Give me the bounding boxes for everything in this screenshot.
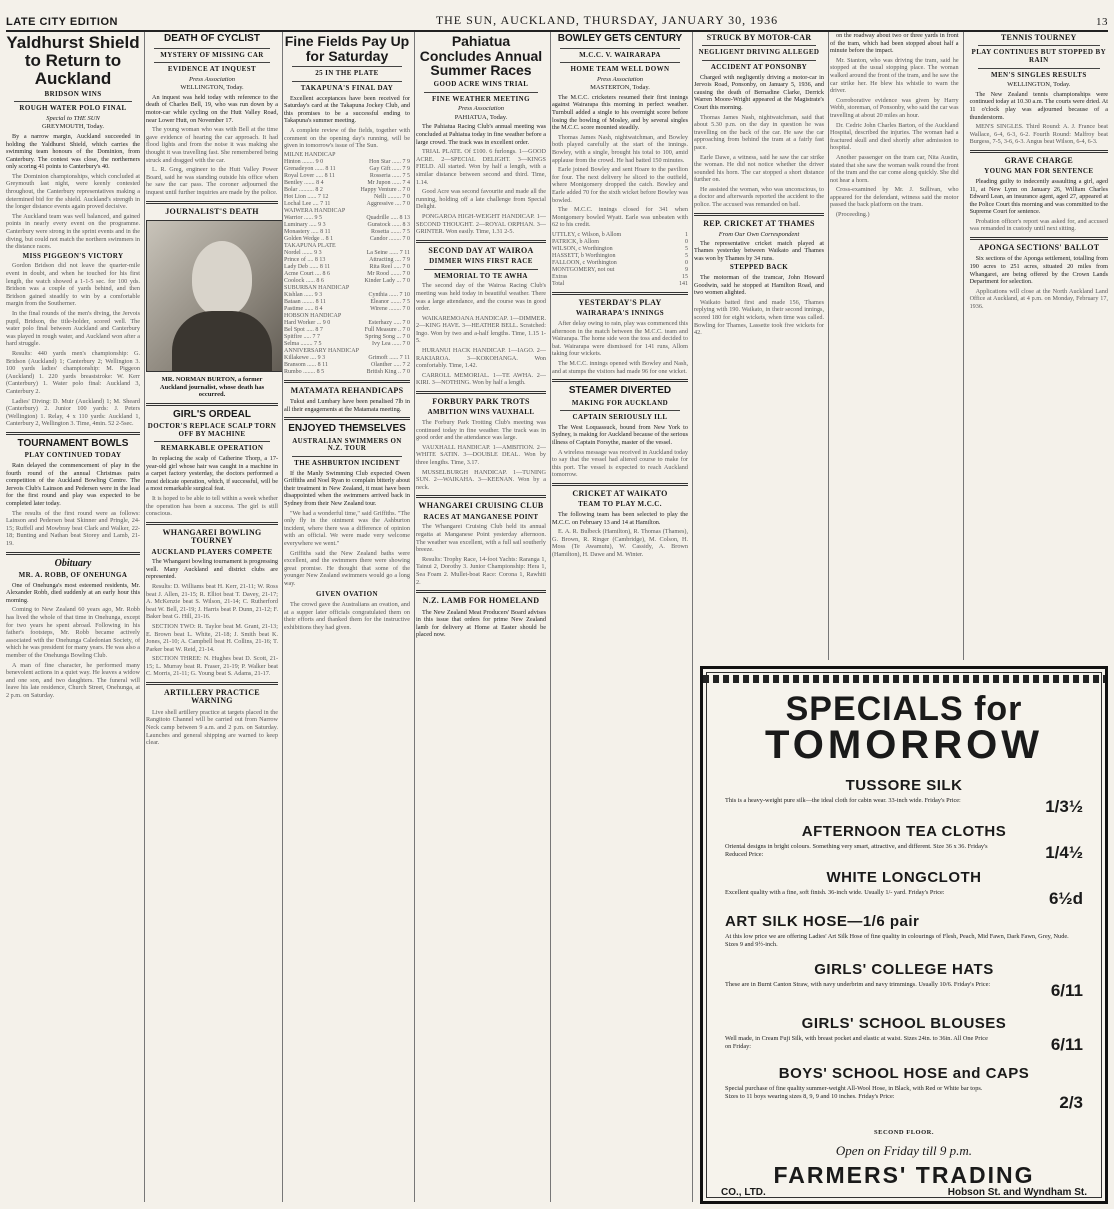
headline-cricket-waikato: CRICKET AT WAIKATO — [572, 488, 668, 498]
article-text: Rain delayed the commencement of play in the fourth round of the annual Christmas pairs competition of the Auckland Bowling Centre. The Jervois Club's Lainson and Pedersen were in the lead for the first round and play was expected to be completed later today. — [6, 461, 140, 507]
deck-polo: ROUGH WATER POLO FINAL — [19, 104, 127, 113]
headline-fine-fields: Fine Fields Pay Up for Saturday — [284, 33, 410, 64]
ad-brand: FARMERS' TRADING — [773, 1162, 1035, 1188]
ad-item-price: 6/11 — [1050, 1035, 1083, 1054]
byline: From Our Own Correspondent — [718, 231, 800, 239]
deck-operation: REMARKABLE OPERATION — [160, 444, 264, 453]
headline-journalist: JOURNALIST'S DEATH — [165, 206, 259, 216]
article-text: The following team has been selected to play the M.C.C. on February 13 and 14 at Hamilton. — [552, 510, 688, 526]
article-text: The Whangarei bowling tournament is progressing well. Many Auckland and district clubs are represented. — [146, 558, 278, 581]
deck-making-for-auckland: MAKING FOR AUCKLAND — [571, 398, 669, 407]
ad-item-name: GIRLS' SCHOOL BLOUSES — [801, 1015, 1007, 1032]
dateline: WELLINGTON, Today. — [1007, 81, 1071, 89]
headline-death-of-cyclist: DEATH OF CYCLIST — [164, 33, 260, 44]
dateline: PAHIATUA, Today. — [454, 113, 508, 121]
ad-item-desc: Excellent quality with a fine, soft finish. 36-inch wide. Usually 1/- yard. Friday's Price: — [725, 889, 945, 896]
article-text: One of Onehunga's most esteemed residents, Mr. Alexander Robb, died suddenly at an early hour this morning. — [6, 581, 140, 604]
column-6: STRUCK BY MOTOR-CAR NEGLIGENT DRIVING ALLEGED ACCIDENT AT PONSONBY Charged with negligently driving a motor-car in Jervois Road, Ponsonby, on January 5, 1936, and causing the death of Bernadine Clarke, Derrick Warren Moore-Wright appeared at the Magistrate's Court this morning. Thomas James Nash, nightwatchman, said that about 5.30 p.m. on the day in question he was travelling on the back of the car. He saw the car approaching from behind the tram at a fairly fast pace. Earle Dawe, a witness, said he saw the car strike the woman. He did not notice whether the driver sounded his horn. The car stopped a short distance further on. He assisted the woman, who was unconscious, to a doctor and afterwards reported the accident to the police. The accused was remanded on bail. REP. CRICKET AT THAMES From Our Own Correspondent The representative cricket match played at Thames yesterday between Waikato and Thames was won by Thames by 34 runs. STEPPED BACK The motorman of the tramcar, John Howard Goodwin, said he stopped at Hamilton Road, and two women alighted. Waikato batted first and made 156, Thames replying with 190. Waikato, in their second innings, scored 180 for eight wickets, when time was called. Bowling for Thames, Lassette took five wickets for 42. — [694, 32, 829, 660]
ad-title-tomorrow: TOMORROW — [765, 723, 1043, 767]
deck-dimmer: DIMMER WINS FIRST RACE — [429, 257, 533, 266]
portrait-photo — [146, 220, 283, 372]
ad-address: Hobson St. and Wyndham St. — [947, 1187, 1087, 1198]
headline-enjoyed: ENJOYED THEMSELVES — [288, 423, 406, 435]
deck-ambition: AMBITION WINS VAUXHALL — [427, 408, 535, 417]
deck-negligent: NEGLIGENT DRIVING ALLEGED — [698, 48, 820, 57]
deck-home-team: HOME TEAM WELL DOWN — [570, 65, 670, 74]
article-text: By a narrow margin, Auckland succeeded in holding the Yaldhurst Shield, which carries the swimming team honours of the Dominion, from Canterbury. The contest was close, the northerners only scoring 41 points to Canterbury's 40. — [6, 132, 140, 171]
dateline: MASTERTON, Today. — [590, 84, 650, 92]
deck-scalp: DOCTOR'S REPLACE SCALP TORN OFF BY MACHINE — [147, 422, 277, 438]
article-text: The West Loquassuck, bound from New York to Sydney, is making for Auckland because of the serious illness of Captain Forsythe, master of the vessel. — [552, 423, 688, 446]
headline-pahiatua: Pahiatua Concludes Annual Summer Races — [419, 33, 543, 79]
ad-item-desc: At this low price we are offering Ladies' Art Silk Hose of fine quality in colourings of Flesh, Peach, Mid Fawn, Dark Fawn, Grey, Nude. Sizes 9 and 9½-inch. — [725, 933, 1069, 948]
article-text: Six sections of the Aponga settlement, totalling from 190 acres to 251 acres, situated 20 miles from Whangarei, are being offered by the Crown Lands Department for selection. — [969, 255, 1108, 286]
deck-takapuna: TAKAPUNA'S FINAL DAY — [300, 83, 394, 92]
paper-title: THE SUN, AUCKLAND, THURSDAY, JANUARY 30, 1936 — [435, 13, 779, 27]
headline-tournament-bowls: TOURNAMENT BOWLS — [17, 437, 129, 449]
ad-title-specials: SPECIALS for — [785, 690, 1023, 728]
column-3: Fine Fields Pay Up for Saturday 25 IN THE PLATE TAKAPUNA'S FINAL DAY Excellent acceptances have been received for Saturday's card at the Takapuna Jockey Club, and this promises to be a successful ending to Takapuna's summer meeting. A complete review of the fields, together with comment on the opening day's running, will be given in tomorrow's issue of The Sun. MILNE HANDICAP Hinton ........ 9 0 Hon Star ...... 7 9 Grenadeyon ...... 8 11 Gay Gift ...... 7 9 Royal Lover ..... 8 11 Rosseria ...... 7 5 Bentley ....... 8 4 Mr Jupon ...... 7 4 Bolar .......... 8 2 Happy Venture .. 7 0 Hot Lion ...... 7 12 Nelli ......... 7 0 Lochal Lee .... 7 11 Aggressive .... 7 0 WAIWERA HANDICAP Warrior ...... 9 5 Quadrille ..... 8 13 Luminary ..... 9 3 Gunstock ...... 8 3 Monastery ..... 8 11 Rosetta ....... 7 5 Golden Wedge .. 8 1 Candor ........ 7 0 TAKAPUNA PLATE Nordel ....... 9 3 La Seine ...... 7 11 Prince of .... 8 13 Attracting .... 7 9 Lady Deb ...... 8 11 Rita Reel ..... 7 0 Acme Court .... 8 6 Mr Rood ....... 7 0 Coolock ...... 8 6 Kinder Lady ... 7 0 SUBURBAN HANDICAP Kishlan ...... 9 3 Cynthia ...... 7 10 Bataan ........ 8 11 Eleanor ....... 7 5 Pastime ...... 8 4 Wirene ........ 7 0 HOBSON HANDICAP Hard Worker ... 9 0 Esterhazy ..... 7 0 Bel Spot ..... 8 7 Full Measure .. 7 0 Spitfire ..... 7 7 Spring Song ... 7 0 Selma ........ 7 5 Ivy Lea ...... 7 0 ANNIVERSARY HANDICAP Killakewe .... 9 3 Grimoft ...... 7 11 Bransom ...... 8 11 Olanther ..... 7 2 Rumbo ........ 8 5 British King .. 7 0 MATAMATA REHANDICAPS Tukui and Lumbary have been penalised 7lb in all their engagements at the Matamata meeting. ENJOYED THEMSELVES AUSTRALIAN SWIMMERS ON N.Z. TOUR THE ASHBURTON INCIDENT If the Manly Swimming Club expected Owen Griffiths and Noel Ryan to complain bitterly about their treatment in New Zealand, it must have been disappointed when the swimmers arrived back in Sydney from their New Zealand tour. "We had a wonderful time," said Griffiths. "The only fly in the ointment was the Ashburton incident, where there was a difference of opinion with an official. We were made very welcome everywhere we went." Griffiths said the New Zealand baths were excellent, and the swimmers there were showing great promise. He thought that some of the younger New Zealand swimmers would go a long way. GIVEN OVATION The crowd gave the Australians an ovation, and at a supper later officials congratulated them on their efforts and thanked them for the instructive exhibitions they had given. — [284, 32, 415, 1202]
deck-swimmers: AUSTRALIAN SWIMMERS ON N.Z. TOUR — [292, 436, 402, 453]
deck-play-continued: PLAY CONTINUED TODAY — [24, 451, 122, 460]
ad-item-art-silk-hose — [725, 913, 1083, 948]
article-text: An inquest was held today with reference to the death of Charles Bell, 19, who was run down by a motor-car while cycling on the Hutt Valley Road, near Lower Hutt, on November 17. — [146, 93, 278, 124]
deck-team: TEAM TO PLAY M.C.C. — [578, 500, 662, 509]
headline-aponga: APONGA SECTIONS' BALLOT — [978, 243, 1100, 253]
ad-floor: SECOND FLOOR. — [874, 1129, 934, 1136]
ad-item-desc: These are in Burnt Canton Straw, with navy underbrim and navy trimmings. Usually 10/6. Friday's Price: — [725, 981, 991, 988]
ad-address-line — [721, 1187, 1087, 1198]
headline-girls-ordeal: GIRL'S ORDEAL — [173, 408, 251, 420]
dateline: GREYMOUTH, Today. — [41, 123, 104, 131]
deck-wairarapa-innings: WAIRARAPA'S INNINGS — [575, 309, 665, 318]
headline-obituary: Obituary — [54, 557, 92, 569]
article-text: The representative cricket match played at Thames yesterday between Waikato and Thames was won by Thames by 34 runs. — [694, 239, 824, 262]
column-2: DEATH OF CYCLIST MYSTERY OF MISSING CAR EVIDENCE AT INQUEST Press Association WELLINGTON, Today. An inquest was held today with reference to the death of Charles Bell, 19, who was run down by a motor-car while cycling on the Hutt Valley Road, near Lower Hutt, on November 17. The young woman who was with Bell at the time gave evidence of hearing the car approach. It had flood lights and from the noise it was making she thought it was travelling fast. She remembered being struck and dragged with the car. L. R. Greg, engineer to the Hutt Valley Power Board, said he was standing outside his office when he saw the car pass. The coroner adjourned the inquest until further inquiries are made by the police. JOURNALIST'S DEATH MR. NORMAN BURTON, a former Auckland journalist, whose death has occurred. GIRL'S ORDEAL DOCTOR'S REPLACE SCALP TORN OFF BY MACHINE REMARKABLE OPERATION In replacing the scalp of Catherine Thorp, a 17-year-old girl whose hair was caught in a machine in a carpet factory yesterday, the doctors performed a most delicate operation, which, if successful, will be a most remarkable surgical feat. It is hoped to be able to tell within a week whether the operation has been a success. The girl is still conscious. WHANGAREI BOWLING TOURNEY AUCKLAND PLAYERS COMPETE The Whangarei bowling tournament is progressing well. Many Auckland and district clubs are represented. Results: D. Williams beat H. Kerr, 21-11; W. Ross beat J. Allen, 21-15; R. Elliot beat T. Davey, 21-17; A. McKenzie beat S. Wilson, 21-14; C. Rutherford beat W. Bell, 21-19; J. Harris beat P. Dunn, 21-12; F. Baker beat G. Hill, 21-16. SECTION TWO: R. Taylor beat M. Grant, 21-13; E. Brown beat L. White, 21-18; J. Smith beat K. Jones, 21-10; A. Campbell beat H. Collins, 21-16; T. Parker beat W. Reid, 21-14. SECTION THREE: N. Hughes beat D. Scott, 21-15; L. Murray beat R. Fraser, 21-19; P. Walker beat C. Morris, 21-11; G. Young beat S. Adams, 21-17. ARTILLERY PRACTICE WARNING Live shell artillery practice at targets placed in the Rangitoto Channel will be carried out from Narrow Neck camp between 9 a.m. and 2 p.m. on Saturday. Launches and general shipping are warned to keep clear. — [146, 32, 283, 1202]
subhead-piggeon: MISS PIGGEON'S VICTORY — [22, 251, 124, 260]
article-text: The M.C.C. cricketers resumed their first innings against Wairarapa this morning in perfect weather. Turnbull added a single to his overnight score before losing the bowling of Mosley, and by several singles the M.C.C. score mounted steadily. — [552, 93, 688, 132]
deck-missing-car: MYSTERY OF MISSING CAR — [160, 50, 264, 59]
deck-fine-weather: FINE WEATHER MEETING — [432, 94, 530, 103]
column-7: on the roadway about two or three yards in front of the tram, which had been stopped about half a minute before the impact. Mr. Stanton, who was driving the tram, said he stopped at the usual stopping place. The woman walked around the front of the tram, and he saw the car strike her. He blew his whistle to warn the driver. Corroborative evidence was given by Harry Webb, storeman, of Ponsonby, who said the car was travelling at about 20 miles an hour. Dr. Cedric John Charles Barton, of the Auckland Hospital, described the injuries. The woman had a fractured skull and died shortly after admission to hospital. Another passenger on the tram car, Nita Austin, stated that she saw the woman walk round the front of the tram and the car come along quickly. She did not hear a horn. Cross-examined by Mr. J. Sullivan, who appeared for the defendant, witness said the motor passed the back platform on the tram. (Proceeding.) TENNIS TOURNEY PLAY CONTINUES BUT STOPPED BY RAIN MEN'S SINGLES RESULTS WELLINGTON, Today. The New Zealand tennis championships were continued today at 10.30 a.m. The courts were dried. At 11 o'clock play was adjourned because of a thunderstorm. MEN'S SINGLES. Third Round: A. J. France beat Wallace, 6-4, 6-3, 6-2. Fourth Round: Malfroy beat Burgess, 7-5, 3-6, 6-3. Angus beat Wilson, 6-4, 6-3. GRAVE CHARGE YOUNG MAN FOR SENTENCE Pleading guilty to indecently assaulting a girl, aged 11, at New Lynn on January 26, William Charles Edward Lean, an insurance agent, aged 27, appeared at the Police Court this morning and was committed to the Supreme Court for sentence. Probation officer's report was asked for, and accused was remanded in custody until next sitting. APONGA SECTIONS' BALLOT Six sections of the Aponga settlement, totalling from 190 acres to 251 acres, situated 20 miles from Whangarei, are being offered by the Crown Lands Department for selection. Applications will close at the North Auckland Land Office at Auckland, at 4 p.m. on Monday, February 17, 1936. — [830, 32, 1108, 660]
ad-company: CO., LTD. — [721, 1187, 766, 1198]
headline-artillery: ARTILLERY PRACTICE WARNING — [164, 688, 260, 706]
ad-item-desc: Oriental designs in bright colours. Something very smart, attractive, and different. Size 36 x 36. Friday's Reduced Price: — [725, 843, 988, 858]
article-text: Tukui and Lumbary have been penalised 7lb in all their engagements at the Matamata meeting. — [284, 398, 410, 413]
headline-grave-charge: GRAVE CHARGE — [1004, 155, 1074, 165]
ad-item-boys-hose — [725, 1065, 1083, 1112]
byline: Special to THE SUN — [46, 114, 100, 122]
deck-captain: CAPTAIN SERIOUSLY ILL — [572, 413, 668, 422]
deck-evidence: EVIDENCE AT INQUEST — [167, 65, 257, 74]
deck-robb: MR. A. ROBB, OF ONEHUNGA — [18, 571, 128, 579]
headline-yesterdays-play: YESTERDAY'S PLAY — [578, 297, 662, 307]
ad-item-name: BOYS' SCHOOL HOSE and CAPS — [778, 1065, 1030, 1082]
article-text: In replacing the scalp of Catherine Thorp, a 17-year-old girl whose hair was caught in a machine in a carpet factory yesterday, the doctors performed a most delicate operation, which, if successful, will be a most remarkable surgical feat. — [146, 455, 278, 493]
article-text: on the roadway about two or three yards in front of the tram, which had been stopped about half a minute before the impact. — [830, 32, 959, 55]
masthead — [6, 4, 1108, 32]
ad-item-name: TUSSORE SILK — [845, 777, 963, 794]
headline-wairoa: SECOND DAY AT WAIROA — [428, 245, 534, 255]
deck-manganese: RACES AT MANGANESE POINT — [423, 512, 539, 521]
column-5: BOWLEY GETS CENTURY M.C.C. V. WAIRARAPA HOME TEAM WELL DOWN Press Association MASTERTON, Today. The M.C.C. cricketers resumed their first innings against Wairarapa this morning in perfect weather. Turnbull added a single to his overnight score before losing the bowling of Mosley, and by several singles the M.C.C. score mounted steadily. Thomas James Nash, nightwatchman, and Bowley both played carefully at the start of the innings. Bowley, with a single, brought his total to 100, amid applause from the crowd. He had batted 150 minutes. Earle joined Bowley and sent Hoare to the pavilion for four. The next delivery he sliced to the outfield, where Montgomery dropped the catch. Bowley and Earle added 70 for the sixth wicket before Bowley was bowled. The M.C.C. innings closed for 341 when Montgomery bowled Wyatt. Earle was unbeaten with 62 to his credit. UTTLEY, c Wilson, b Allom 1 PATRICK, b Allom 0 WILSON, c Worthington 5 HASSETT, b Worthington 5 FALLOON, c Worthington 0 MONTGOMERY, not out 9 Extras 15 Total 141 YESTERDAY'S PLAY WAIRARAPA'S INNINGS After delay owing to rain, play was commenced this afternoon in the match between the M.C.C. team and Wairarapa. The home side won the toss and decided to bat. Wairarapa were dismissed for 141 runs, Allom taking four wickets. The M.C.C. innings opened with Bowley and Nash, and at stumps the visitors had made 96 for one wicket. STEAMER DIVERTED MAKING FOR AUCKLAND CAPTAIN SERIOUSLY ILL The West Loquassuck, bound from New York to Sydney, is making for Auckland because of the serious illness of Captain Forsythe, master of the vessel. A wireless message was received in Auckland today to say that the vessel had altered course to make for this port. The vessel is expected to reach Auckland tomorrow. CRICKET AT WAIKATO TEAM TO PLAY M.C.C. The following team has been selected to play the M.C.C. on February 13 and 14 at Hamilton. E. A. R. Bulbeck (Hamilton), R. Thomas (Thames), G. Brown, R. Ringer (Cambridge), M. Colson, H. Moss (Te Awamutu), W. Cassidy, A. Brown (Hamilton), H. Dawe and M. Winter. — [552, 32, 693, 1202]
ad-item-longcloth — [725, 869, 1083, 908]
ad-item-desc: This is a heavy-weight pure silk—the ideal cloth for cabin wear. 33-inch wide. Friday's Price: — [725, 797, 961, 804]
article-text: Excellent acceptances have been received for Saturday's card at the Takapuna Jockey Club, and this promises to be a successful ending to Takapuna's summer meeting. — [284, 94, 410, 125]
headline-tennis: TENNIS TOURNEY — [1000, 33, 1077, 42]
ad-item-name: AFTERNOON TEA CLOTHS — [801, 823, 1007, 840]
farmers-trading-advertisement — [700, 666, 1108, 1204]
deck-bridson: BRIDSON WINS — [44, 89, 102, 98]
ad-item-price: 1/4½ — [1045, 843, 1083, 862]
headline-struck: STRUCK BY MOTOR-CAR — [706, 33, 812, 42]
column-4: Pahiatua Concludes Annual Summer Races GOOD ACRE WINS TRIAL FINE WEATHER MEETING Press Association PAHIATUA, Today. The Pahiatua Racing Club's annual meeting was concluded at Pahiatua today in fine weather before a large crowd. The track was in excellent order. TRIAL PLATE. Of £100. 6 furlongs. 1—GOOD ACRE. 2—SPECIAL DELIGHT. 3—KINGS FIELD. All started. Won by half a length, with a similar distance between second and third. Time, 1.14. Good Acre was second favourite and made all the running, holding off a late challenge from Special Delight. PONGAROA HIGH-WEIGHT HANDICAP. 1—SECOND THOUGHT. 2—ROYAL ORPHAN. 3—GRINTER. Won easily. Time, 1.31 2-5. SECOND DAY AT WAIROA DIMMER WINS FIRST RACE MEMORIAL TO TE AWHA The second day of the Wairoa Racing Club's meeting was held today in beautiful weather. There was a large attendance, and the course was in good order. WAIKAREMOANA HANDICAP. 1—DIMMER. 2—KING HAVE. 3—HEATHER BELL. Scratched: Ingo. Won by two and a-half lengths. Time, 1.15 1-5. HURANUI HACK HANDICAP. 1—IAGO. 2—RAKIAROA. 3—KOKOHANGA. Won comfortably. Time, 1.42. CARROLL MEMORIAL. 1—TE AWHA. 2—KIRI. 3—NOTHING. Won by half a length. FORBURY PARK TROTS AMBITION WINS VAUXHALL The Forbury Park Trotting Club's meeting was continued today in fine weather. The track was in good order and the attendance was large. VAUXHALL HANDICAP. 1—AMBITION. 2—WHITE SATIN. 3—DOUBLE DEAL. Won by three lengths. Time, 3.17. MUSSELBURGH HANDICAP. 1—TUNING SUN. 2—WAIKAHA. 3—KEENAN. Won by a neck. WHANGAREI CRUISING CLUB RACES AT MANGANESE POINT The Whangarei Cruising Club held its annual regatta at Manganese Point yesterday afternoon. The weather was excellent, with a full sail southerly breeze. Results: Trophy Race, 14-foot Yachts: Raranga 1, Tainui 2, Dorothy 3. Junior Championship: Hera 1, Sea Foam 2. Mullet-boat Race: Corona 1, Rawhiti 2. N.Z. LAMB FOR HOMELAND The New Zealand Meat Producers' Board advises in this issue that orders for prime New Zealand lamb for delivery at Home at Easter should be placed now. — [416, 32, 551, 1202]
ad-item-tea-cloths — [725, 823, 1083, 862]
deck-young-man: YOUNG MAN FOR SENTENCE — [984, 167, 1094, 176]
byline: Press Association — [457, 105, 505, 113]
article-text: Pleading guilty to indecently assaulting a girl, aged 11, at New Lynn on January 26, William Charles Edward Lean, an insurance agent, aged 27, appeared at the Police Court this morning and was committed to the Supreme Court for sentence. — [969, 177, 1108, 216]
headline-forbury: FORBURY PARK TROTS — [432, 397, 530, 407]
deck-ponsonby: ACCIDENT AT PONSONBY — [710, 62, 808, 71]
headline-yaldhurst: Yaldhurst Shield to Return to Auckland — [6, 33, 140, 88]
ad-item-college-hats — [725, 961, 1083, 1000]
edition-label: LATE CITY EDITION — [6, 16, 118, 28]
deck-auckland-players: AUCKLAND PLAYERS COMPETE — [151, 547, 273, 556]
headline-steamer: STEAMER DIVERTED — [568, 385, 672, 397]
page-number: 13 — [1096, 16, 1108, 28]
byline: Press Association — [596, 75, 644, 83]
deck-te-awha: MEMORIAL TO TE AWHA — [434, 271, 528, 280]
article-text: The New Zealand tennis championships were continued today at 10.30 a.m. The courts were dried. At 11 o'clock play was adjourned because of a thunderstorm. — [969, 90, 1108, 121]
ad-item-school-blouses — [725, 1015, 1083, 1054]
ad-item-tussore — [725, 777, 1083, 816]
ad-item-desc: Well made, in Cream Fuji Silk, with breast pocket and elastic at waist. Sizes 24in. to 36in. All One Price on Friday: — [725, 1035, 988, 1050]
headline-nz-lamb: N.Z. LAMB FOR HOMELAND — [422, 596, 540, 606]
deck-mens-singles: MEN'S SINGLES RESULTS — [990, 70, 1087, 79]
ad-item-price: 6/11 — [1050, 981, 1083, 1000]
headline-rep-cricket: REP. CRICKET AT THAMES — [703, 218, 815, 228]
deck-mcc: M.C.C. V. WAIRARAPA — [579, 50, 661, 59]
deck-ashburton: THE ASHBURTON INCIDENT — [294, 458, 400, 467]
article-text: The motorman of the tramcar, John Howard Goodwin, said he stopped at Hamilton Road, and two women alighted. — [694, 274, 824, 297]
ad-item-name: ART SILK HOSE—1/6 pair — [725, 913, 920, 930]
ad-item-name: GIRLS' COLLEGE HATS — [814, 961, 994, 978]
headline-whangarei-bowling: WHANGAREI BOWLING TOURNEY — [162, 527, 262, 546]
deck-good-acre: GOOD ACRE WINS TRIAL — [433, 80, 529, 89]
photo-caption: MR. NORMAN BURTON, a former Auckland journalist, whose death has occurred. — [159, 375, 265, 399]
column-1: Yaldhurst Shield to Return to Auckland BRIDSON WINS ROUGH WATER POLO FINAL Special to THE SUN GREYMOUTH, Today. By a narrow margin, Auckland succeeded in holding the Yaldhurst Shield, which carries the swimming team honours of the Dominion, from Canterbury. The contest was close, the northerners only scoring 41 points to Canterbury's 40. The Dominion championships, which concluded at Greymouth last night, were keenly contested throughout, the Canterbury representatives making a determined bid for the shield. Auckland's strength in the longer distance events again proved decisive. The Auckland team was well balanced, and gained points in nearly every event on the programme. Canterbury were strong in the sprint events and in the diving, but could not match the northern swimmers in the distance races. MISS PIGGEON'S VICTORY Gordon Bridson did not leave the quarter-mile event in doubt, and when he touched for his first length, the watch showed a 1-1-5 sec. for 100 yds. Bridson was a couple of yards behind, and then Bridson gained steadily to win by a comfortable margin from the Southerner. In the final rounds of the men's diving, the Jervois pupil, Bridson, the title-holder, scored well. The water polo final between Auckland and Canterbury was played in rough water, and Auckland won after a hard struggle. Results: 440 yards men's championship: G. Bridson (Auckland) 1; Canterbury 2; Wellington 3. 100 yards ladies' championship: M. Piggeon (Auckland) 1. 220 yards breaststroke: W. Kerr (Canterbury) 1. Water polo final: Auckland 3, Canterbury 2. Ladies' Diving: D. Muir (Auckland) 1; M. Sheard (Canterbury) 2. Junior 100 yards: J. Peters (Wellington) 1. Relay, 4 x 110 yards: Auckland 1, Canterbury 2, Wellington 3. Time, 4min. 52 2-5sec. TOURNAMENT BOWLS PLAY CONTINUED TODAY Rain delayed the commencement of play in the fourth round of the annual Christmas pairs competition of the Auckland Bowling Centre. The Jervois Club's Lainson and Pedersen were in the lead for the first round and play was expected to be completed later today. The results of the first round were as follows: Lainson and Pedersen beat Skinner and Pringle, 24-15; Ruffell and Mowbray beat Clark and Walker, 22-18; Bunting and Nathan beat Storey and Lamb, 21-19. Obituary MR. A. ROBB, OF ONEHUNGA One of Onehunga's most esteemed residents, Mr. Alexander Robb, died suddenly at an early hour this morning. Coming to New Zealand 60 years ago, Mr. Robb has lived the whole of that time in Onehunga, except for two years he spent abroad. Following in his father's footsteps, Mr. Robb became actively associated with the Onehunga Caledonian Society, of which he was president for many years. He was also a member of the Onehunga Bowling Club. A man of fine character, he performed many benevolent actions in a quiet way. He leaves a widow and one son, and two daughters. The funeral will leave his late residence, Church Street, Onehunga, at 2 p.m. on Saturday. — [6, 32, 145, 1202]
ad-item-name: WHITE LONGCLOTH — [826, 869, 982, 886]
ad-item-price: 6½d — [1048, 889, 1083, 908]
headline-cruising: WHANGAREI CRUISING CLUB — [418, 501, 544, 511]
ad-item-price: 1/3½ — [1045, 797, 1083, 816]
ad-opening-hours: Open on Friday till 9 p.m. — [835, 1143, 973, 1158]
article-text: The New Zealand Meat Producers' Board advises in this issue that orders for prime New Zealand lamb for delivery at Home at Easter should be placed now. — [416, 608, 546, 639]
article-text: Charged with negligently driving a motor-car in Jervois Road, Ponsonby, on January 5, 1936, and causing the death of Bernadine Clarke, Derrick Warren Moore-Wright appeared at the Magistrate's Court this morning. — [694, 73, 824, 111]
ad-item-desc: Special purchase of fine quality summer-weight All-Wool Hose, in Black, with Red or White bar tops. Sizes to 11 boys wearing sizes 8, 9, 9 and 10 inches. Friday's Price: — [725, 1085, 983, 1100]
article-text: The Pahiatua Racing Club's annual meeting was concluded at Pahiatua today in fine weather before a large crowd. The track was in excellent order. — [416, 123, 546, 146]
deck-plate: 25 IN THE PLATE — [315, 69, 379, 78]
byline: Press Association — [188, 75, 236, 83]
deck-play-continues: PLAY CONTINUES BUT STOPPED BY RAIN — [971, 48, 1107, 64]
article-text: If the Manly Swimming Club expected Owen Griffiths and Noel Ryan to complain bitterly about their treatment in New Zealand, it must have been disappointed when the swimmers arrived back in Sydney from their New Zealand tour. — [284, 469, 410, 507]
dateline: WELLINGTON, Today. — [180, 84, 244, 92]
headline-bowley: BOWLEY GETS CENTURY — [557, 33, 683, 44]
headline-matamata: MATAMATA REHANDICAPS — [290, 385, 404, 395]
deck-stepped-back: STEPPED BACK — [729, 263, 789, 272]
ad-item-price: 2/3 — [1059, 1093, 1083, 1112]
